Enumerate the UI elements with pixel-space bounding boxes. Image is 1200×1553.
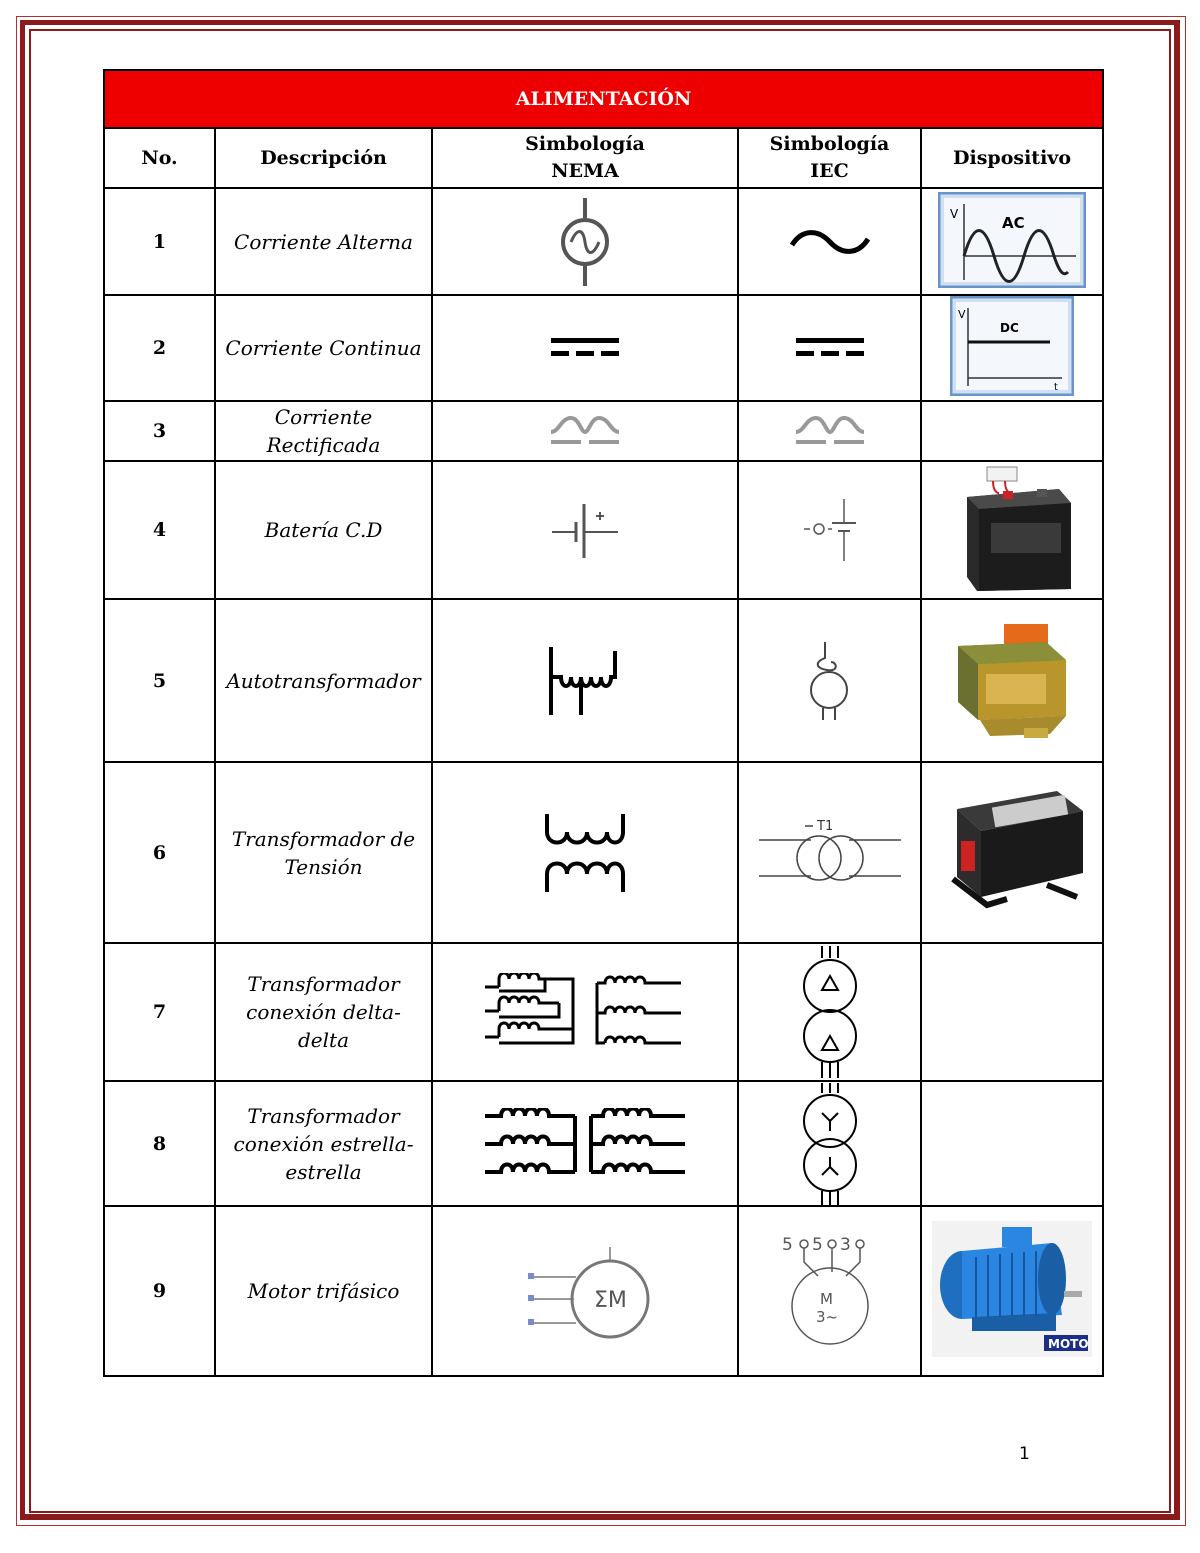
- row-description: Corriente Alterna: [215, 188, 432, 295]
- header-iec: Simbología IEC: [738, 128, 921, 188]
- device-motor-photo: [921, 1206, 1103, 1376]
- svg-text:V: V: [958, 308, 966, 321]
- nema-rectified-symbol: [432, 401, 738, 461]
- svg-text:3~: 3~: [815, 1308, 838, 1326]
- nema-battery-symbol: [432, 461, 738, 599]
- nema-ac-symbol: [432, 188, 738, 295]
- device-battery-photo: [921, 461, 1103, 599]
- svg-text:3: 3: [839, 1236, 851, 1255]
- table-title: ALIMENTACIÓN: [104, 70, 1103, 128]
- row-number: 7: [104, 943, 215, 1081]
- iec-ac-symbol: [738, 188, 921, 295]
- iec-dc-symbol: [738, 295, 921, 401]
- row-description: Transformador de Tensión: [215, 762, 432, 943]
- svg-text:5: 5: [811, 1236, 823, 1255]
- svg-text:ΣM: ΣM: [594, 1288, 627, 1313]
- svg-text:AC: AC: [1002, 213, 1025, 232]
- row-description: Transformador conexión estrella- estrella: [215, 1081, 432, 1206]
- header-nema: Simbología NEMA: [432, 128, 738, 188]
- device-transformer-photo: [921, 762, 1103, 943]
- iec-battery-symbol: [738, 461, 921, 599]
- table-row: [104, 1081, 1103, 1206]
- table-row: [104, 599, 1103, 762]
- svg-text:MOTO: MOTO: [1048, 1337, 1089, 1351]
- nema-wye-wye-symbol: [432, 1081, 738, 1206]
- device-empty: [921, 1081, 1103, 1206]
- iec-rectified-symbol: [738, 401, 921, 461]
- row-number: 9: [104, 1206, 215, 1376]
- row-description: Motor trifásico: [215, 1206, 432, 1376]
- table-row: [104, 461, 1103, 599]
- svg-text:DC: DC: [1000, 321, 1019, 335]
- row-description: Autotransformador: [215, 599, 432, 762]
- svg-text:T1: T1: [816, 818, 833, 834]
- power-symbols-table: [103, 69, 1104, 1377]
- iec-three-phase-motor-symbol: [738, 1206, 921, 1376]
- svg-text:5: 5: [781, 1236, 793, 1255]
- table-row: [104, 1206, 1103, 1376]
- row-description: Batería C.D: [215, 461, 432, 599]
- device-ac-graph: [921, 188, 1103, 295]
- table-row: [104, 295, 1103, 401]
- iec-autotransformer-symbol: [738, 599, 921, 762]
- row-description: Corriente Continua: [215, 295, 432, 401]
- nema-dc-symbol: [432, 295, 738, 401]
- header-description: Descripción: [215, 128, 432, 188]
- row-number: 6: [104, 762, 215, 943]
- table-row: [104, 762, 1103, 943]
- iec-delta-delta-symbol: [738, 943, 921, 1081]
- nema-delta-delta-symbol: [432, 943, 738, 1081]
- device-empty: [921, 943, 1103, 1081]
- iec-wye-wye-symbol: [738, 1081, 921, 1206]
- header-no: No.: [104, 128, 215, 188]
- nema-three-phase-motor-symbol: [432, 1206, 738, 1376]
- table-row: [104, 188, 1103, 295]
- table-row: [104, 401, 1103, 461]
- row-number: 8: [104, 1081, 215, 1206]
- svg-text:M: M: [819, 1290, 833, 1308]
- row-number: 4: [104, 461, 215, 599]
- iec-voltage-transformer-symbol: [738, 762, 921, 943]
- device-empty: [921, 401, 1103, 461]
- device-autotransformer-photo: [921, 599, 1103, 762]
- nema-autotransformer-symbol: [432, 599, 738, 762]
- row-number: 2: [104, 295, 215, 401]
- svg-text:V: V: [950, 206, 959, 221]
- device-dc-graph: [921, 295, 1103, 401]
- nema-voltage-transformer-symbol: [432, 762, 738, 943]
- row-number: 1: [104, 188, 215, 295]
- row-number: 3: [104, 401, 215, 461]
- svg-text:t: t: [1054, 382, 1058, 393]
- table-row: [104, 943, 1103, 1081]
- row-description: Transformador conexión delta- delta: [215, 943, 432, 1081]
- page-number: 1: [1019, 1444, 1030, 1464]
- row-description: Corriente Rectificada: [215, 401, 432, 461]
- row-number: 5: [104, 599, 215, 762]
- header-device: Dispositivo: [921, 128, 1103, 188]
